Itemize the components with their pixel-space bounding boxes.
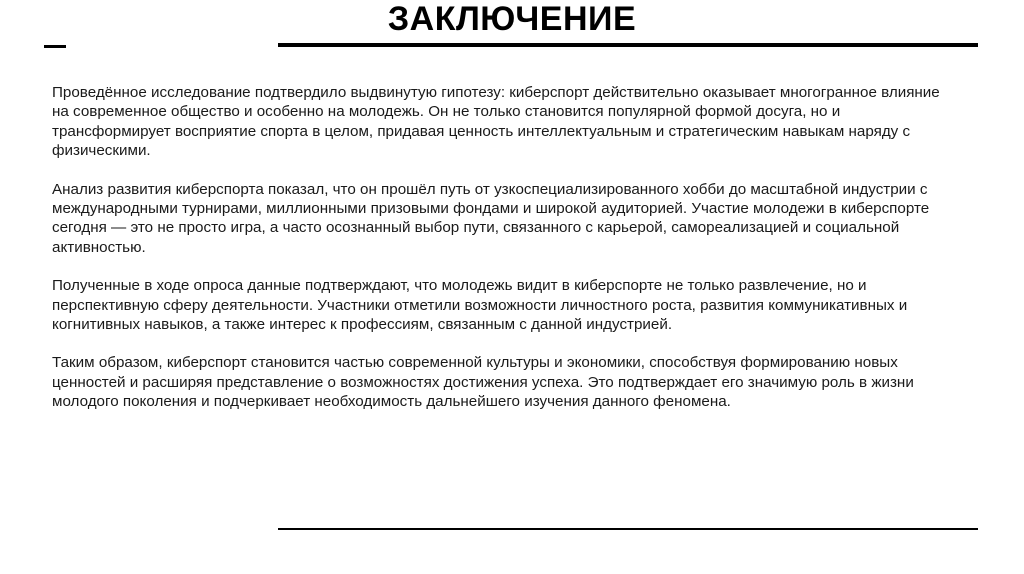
top-divider-line: [278, 43, 978, 47]
paragraph-industry-analysis: Анализ развития киберспорта показал, что он прошёл путь от узкоспециализированного хобби до масштабной индустрии с международными турнирами, миллионными призовыми фондами и широкой аудиторией. Участие молодежи в киберспорте сегодня — это не просто игра, а часто осознанный выбор пути, связанного с карьерой, самореализацией и социальной активностью.: [52, 180, 930, 256]
paragraph-survey-results: Полученные в ходе опроса данные подтверждают, что молодежь видит в киберспорте не только развлечение, но и перспективную сферу деятельности. Участники отметили возможности личностного роста, развития коммуникативных и когнитивных навыков, а также интерес к профессиям, связанным с данной индустрией.: [52, 277, 908, 334]
conclusion-body: [52, 83, 952, 431]
slide-title: ЗАКЛЮЧЕНИЕ: [387, 0, 637, 38]
title-accent-dash: [44, 45, 66, 48]
paragraph-final-summary: Таким образом, киберспорт становится частью современной культуры и экономики, способствуя формированию новых ценностей и расширяя представление о возможностях достижения успеха. Это подтверждает его значимую роль в жизни молодого поколения и подчеркивает необходимость дальнейшего изучения данного феномена.: [52, 354, 914, 411]
paragraph-hypothesis: Проведённое исследование подтвердило выдвинутую гипотезу: киберспорт действительно оказывает многогранное влияние на современное общество и особенно на молодежь. Он не только становится популярной формой досуга, но и трансформирует восприятие спорта в целом, придавая ценность интеллектуальным и стратегическим навыкам наряду с физическими.: [52, 84, 940, 160]
bottom-divider-line: [278, 528, 978, 530]
